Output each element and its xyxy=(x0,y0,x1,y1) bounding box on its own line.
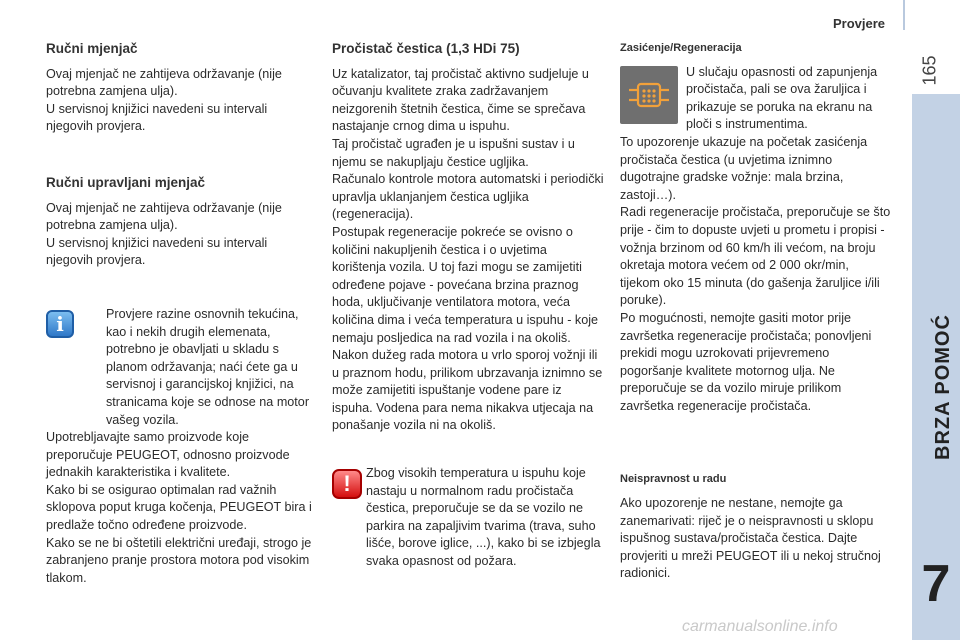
regeneration-text-4: Po mogućnosti, nemojte gasiti motor prije završetka regeneracije pročistača; ponovljeni prekidi mogu uzrokovati prijevremeno pogoršanje kvalitete motornog ulja. Ne preporučuje se da vozilo miruje prilikom završetka regeneracije pročistača. xyxy=(620,310,872,413)
automated-gearbox-text-1: Ovaj mjenjač ne zahtijeva održavanje (nije potrebna zamjena ulja). xyxy=(46,200,282,233)
particle-filter-text-1: Uz katalizator, taj pročistač aktivno sudjeluje u očuvanju kvalitete zraka zadržavanjem neizgorenih štetnih čestica, čime se sprečava nastajanje crnog dima u ispuhu. xyxy=(332,66,589,134)
info-note-text-3: Kako bi se osigurao optimalan rad važnih sklopova poput kruga kočenja, PEUGEOT bira i predlaže točno određene proizvode. xyxy=(46,482,312,533)
info-note xyxy=(46,306,316,588)
column-left xyxy=(46,40,316,587)
page-number: 165 xyxy=(919,55,940,86)
regeneration-text-3: Radi regeneracije pročistača, preporučuje se što prije - čim to dopuste uvjeti u prometu i propisi - vožnja brzinom od 60 km/h ili većom, na broju okretaja motora većem od 2 000 okr/min, tijekom oko 15 minuta (do gašenja žaruljice i/ili poruke). xyxy=(620,205,891,308)
manual-gearbox-text-1: Ovaj mjenjač ne zahtijeva održavanje (nije potrebna zamjena ulja). xyxy=(46,66,282,99)
warning-icon: ! xyxy=(332,469,362,499)
header-divider xyxy=(903,0,905,30)
particle-filter-text-5: Nakon dužeg rada motora u vrlo sporoj vožnji ili u praznom hodu, prilikom ubrzavanja iznimno se može zamijetiti ispuštanje vodene pare iz ispuha. Vodena para nema nikakva utjecaja na ponašanje vozila ni na okoliš. xyxy=(332,348,603,433)
fault-text: Ako upozorenje ne nestane, nemojte ga zanemarivati: riječ je o neispravnosti u sklopu ispušnog sustava/pročistača čestica. Dajte provjeriti u mreži PEUGEOT ili u nekoj stručnoj radionici. xyxy=(620,496,881,581)
info-note-text-4: Kako se ne bi oštetili električni uređaji, strogo je zabranjeno pranje prostora motora pod visokim tlakom. xyxy=(46,535,312,585)
chapter-label: BRZA POMOĆ xyxy=(932,314,954,460)
automated-gearbox-text-2: U servisnoj knjižici navedeni su intervali njegovih provjera. xyxy=(46,235,268,268)
info-note-text-1: Provjere razine osnovnih tekućina, kao i nekih drugih elemenata, potrebno je obavljati u skladu s planom održavanja; naći ćete ga u servisnoj i garancijskoj knjižici, na stranicama koje se odnose na motor vašeg vozila. xyxy=(106,306,310,427)
column-right xyxy=(620,40,892,583)
section-title: Provjere xyxy=(832,16,886,31)
manual-gearbox-heading: Ručni mjenjač xyxy=(46,41,138,56)
info-note-text-2: Upotrebljavajte samo proizvode koje preporučuje PEUGEOT, odnosno proizvode jednakih karakteristika i kvalitete. xyxy=(46,430,290,480)
regeneration-text-2: To upozorenje ukazuje na početak zasićenja pročistača čestica (u uvjetima iznimno dugotrajne gradske vožnje: mala brzina, zastoji…). xyxy=(620,134,868,202)
particle-filter-text-3: Računalo kontrole motora automatski i periodički upravlja uklanjanjem čestica ugljika (regeneracija). xyxy=(332,172,604,222)
automated-gearbox-heading: Ručni upravljani mjenjač xyxy=(46,174,206,190)
regeneration-section xyxy=(620,40,892,415)
particle-filter-warning-icon xyxy=(620,66,678,124)
warning-note-text: Zbog visokih temperatura u ispuhu koje nastaju u normalnom radu pročistača čestica, preporučuje se da se vozilo ne parkira na zapaljivim tvarima (trava, suho lišće, borove iglice, ...), kako bi se izbjegla svaka opasnost od požara. xyxy=(366,466,601,569)
particle-filter-text-2: Taj pročistač ugrađen je u ispušni sustav i u njemu se nakupljaju čestice ugljika. xyxy=(332,136,575,169)
manual-gearbox-text-2: U servisnoj knjižici navedeni su intervali njegovih provjera. xyxy=(46,101,268,134)
chapter-number: 7 xyxy=(921,555,951,613)
regeneration-heading: Zasićenje/Regeneracija xyxy=(620,42,742,54)
particle-filter-heading: Pročistač čestica (1,3 HDi 75) xyxy=(332,41,520,56)
regeneration-text-1: U slučaju opasnosti od zapunjenja pročistača, pali se ova žaruljica i prikazuje se poruka na ekranu na ploči s instrumentima. xyxy=(686,64,878,132)
particle-filter-text-4: Postupak regeneracije pokreće se ovisno o količini nakupljenih čestica i o uvjetima korištenja vozila. U toj fazi mogu se zamijetiti određene pojave - povećana brzina praznog hoda, uključivanje ventilatora motora, veća količina dima i veća temperatura u ispuhu - koje nemaju posljedica na rad vozila i na okoliš. xyxy=(332,224,598,345)
info-icon: i xyxy=(46,310,76,340)
fault-heading: Neispravnost u radu xyxy=(620,473,727,486)
column-middle xyxy=(332,40,604,571)
watermark: carmanualsonline.info xyxy=(682,618,838,635)
warning-note xyxy=(332,465,604,571)
